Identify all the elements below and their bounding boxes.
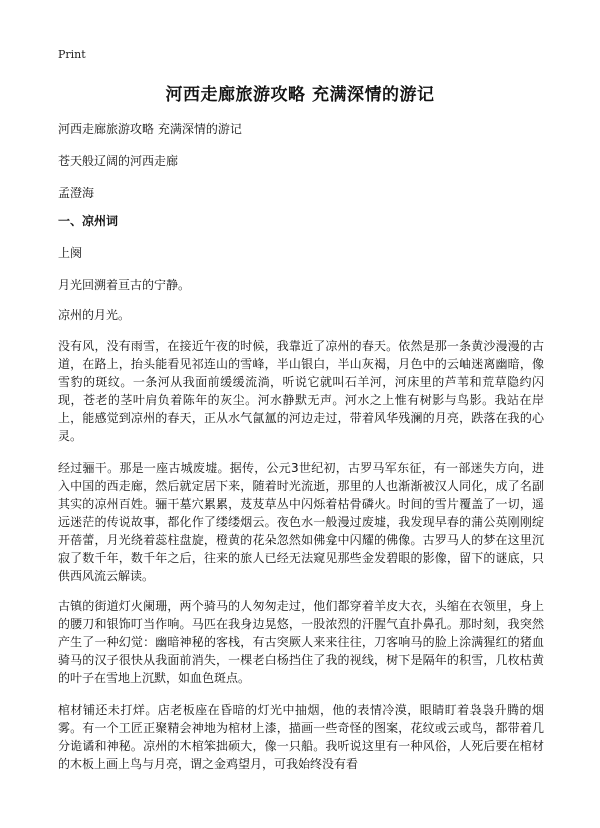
article-byline: 苍天般辽阔的河西走廊 — [58, 154, 179, 168]
article-author: 孟澄海 — [58, 186, 95, 200]
body-paragraph: 古镇的街道灯火阑珊，两个骑马的人匆匆走过，他们都穿着羊皮大衣，头缩在衣领里，身上的腰刀和银饰叮当作响。马匹在我身边晃悠，一股浓烈的汗腥气直扑鼻孔。那时刻，我突然产生了一种幻觉：幽暗神秘的客栈，有古突厥人来来往往，刀客响马的脸上涂满猩红的猪血骑马的汉子很快从我面前消失，一棵老白杨挡住了我的视线，树下是隔年的积雪，几枚枯黄的叶子在雪地上沉默，如血色斑点。 — [58, 599, 544, 685]
poem-line: 月光回溯着亘古的宁静。 — [58, 278, 191, 292]
body-paragraph: 经过骊干。那是一座古城废墟。据传，公元3世纪初，古罗马军东征，有一部迷失方向，进入中国的西走廊，然后就定居下来，随着时光流逝，那里的人也渐渐被汉人同化，成了名副其实的凉州百姓。骊干墓穴累累，芨芨草丛中闪烁着枯骨磷火。时间的雪片覆盖了一切，遥远迷茫的传说故事，都化作了缕缕烟云。夜色水一般漫过废墟，我发现早春的蒲公英刚刚绽开蓓蕾，月光绕着蕊柱盘旋，橙黄的花朵忽然如佛龛中闪耀的佛像。古罗马人的梦在这里沉寂了数千年，数千年之后，往来的旅人已经无法窥见那些金发碧眼的影像，留下的谜底，只供西风流云解读。 — [58, 461, 544, 583]
page-title: 河西走廊旅游攻略 充满深情的游记 — [165, 85, 435, 105]
body-paragraph: 没有风，没有雨雪，在接近午夜的时候，我靠近了凉州的春天。依然是那一条黄沙漫漫的古道，在路上，抬头能看见祁连山的雪峰，半山银白，半山灰褐，月色中的云岫迷离幽暗，像雪豹的斑纹。一条河从我面前缓缓流淌，听说它就叫石羊河，河床里的芦苇和荒草隐约闪现，苍老的茎叶肩负着陈年的灰尘。河水静默无声。河水之上惟有树影与鸟影。我站在岸上，能感觉到凉州的春天，正从水气氤氲的河边走过，带着风华残澜的月亮，跌落在我的心灵。 — [58, 339, 544, 443]
print-link[interactable]: Print — [58, 48, 86, 61]
poem-line: 凉州的月光。 — [58, 308, 131, 322]
body-paragraph: 棺材铺还未打烊。店老板座在昏暗的灯光中抽烟，他的表情冷漠，眼睛盯着袅袅升腾的烟雾。有一个工匠正聚精会神地为棺材上漆，描画一些奇怪的图案，花纹或云或鸟，都带着几分诡谲和神秘。凉州的木棺笨拙硕大，像一只船。我听说这里有一种风俗，人死后要在棺材的木板上画上鸟与月亮，谓之金鸡望月，可我始终没有看 — [58, 703, 544, 771]
part-label: 上阕 — [58, 246, 83, 260]
section-heading: 一、凉州词 — [58, 214, 119, 228]
article-subtitle: 河西走廊旅游攻略 充满深情的游记 — [58, 122, 242, 136]
